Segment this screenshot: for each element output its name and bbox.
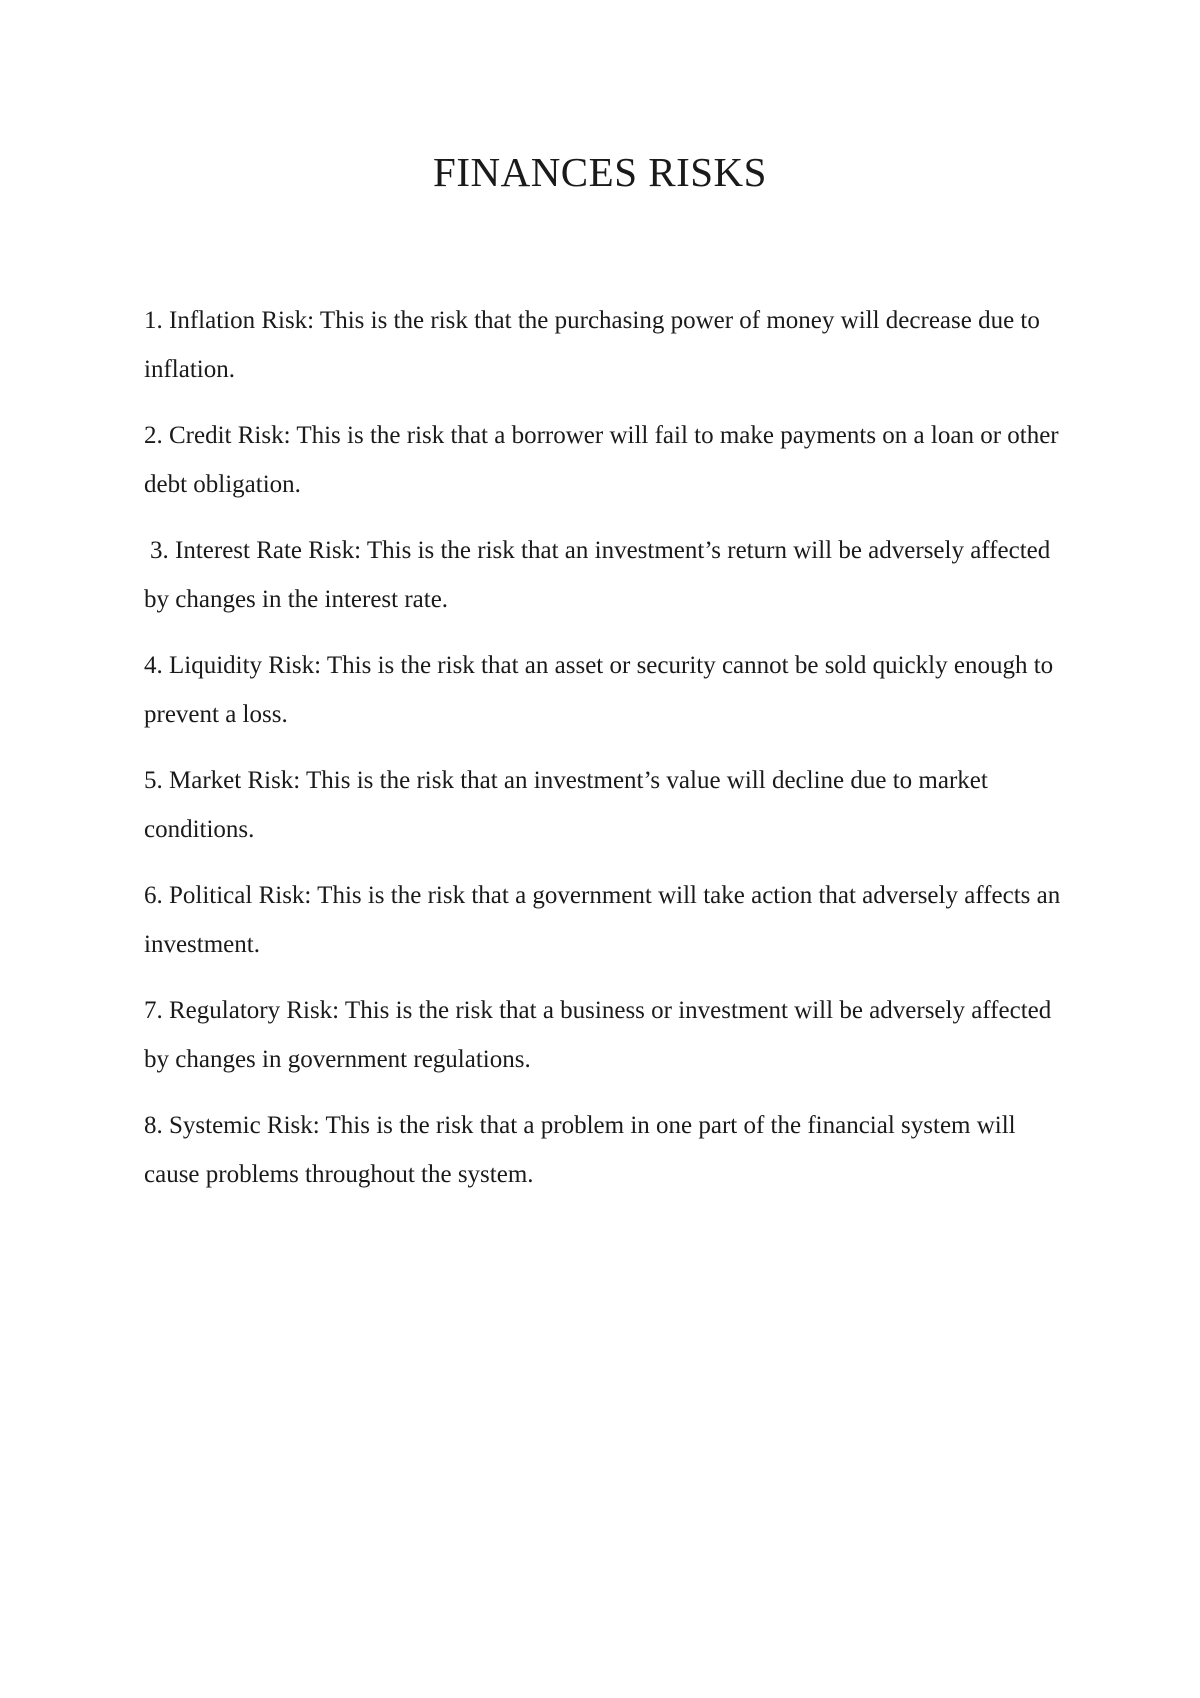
risk-list bbox=[144, 296, 1064, 1216]
risk-item-credit: 2. Credit Risk: This is the risk that a borrower will fail to make payments on a loan or other debt obligation. bbox=[144, 422, 1059, 498]
risk-item-market: 5. Market Risk: This is the risk that an investment’s value will decline due to market conditions. bbox=[144, 767, 988, 843]
risk-item-inflation: 1. Inflation Risk: This is the risk that the purchasing power of money will decrease due to inflation. bbox=[144, 307, 1040, 383]
page-title: FINANCES RISKS bbox=[433, 149, 767, 195]
risk-item-political: 6. Political Risk: This is the risk that a government will take action that adversely affects an investment. bbox=[144, 882, 1061, 958]
risk-item-interest-rate: 3. Interest Rate Risk: This is the risk that an investment’s return will be adversely affected by changes in the interest rate. bbox=[144, 537, 1051, 613]
risk-item-regulatory: 7. Regulatory Risk: This is the risk that a business or investment will be adversely affected by changes in government regulations. bbox=[144, 997, 1052, 1073]
risk-item-systemic: 8. Systemic Risk: This is the risk that a problem in one part of the financial system will cause problems throughout the system. bbox=[144, 1112, 1016, 1188]
risk-item-liquidity: 4. Liquidity Risk: This is the risk that an asset or security cannot be sold quickly enough to prevent a loss. bbox=[144, 652, 1054, 728]
